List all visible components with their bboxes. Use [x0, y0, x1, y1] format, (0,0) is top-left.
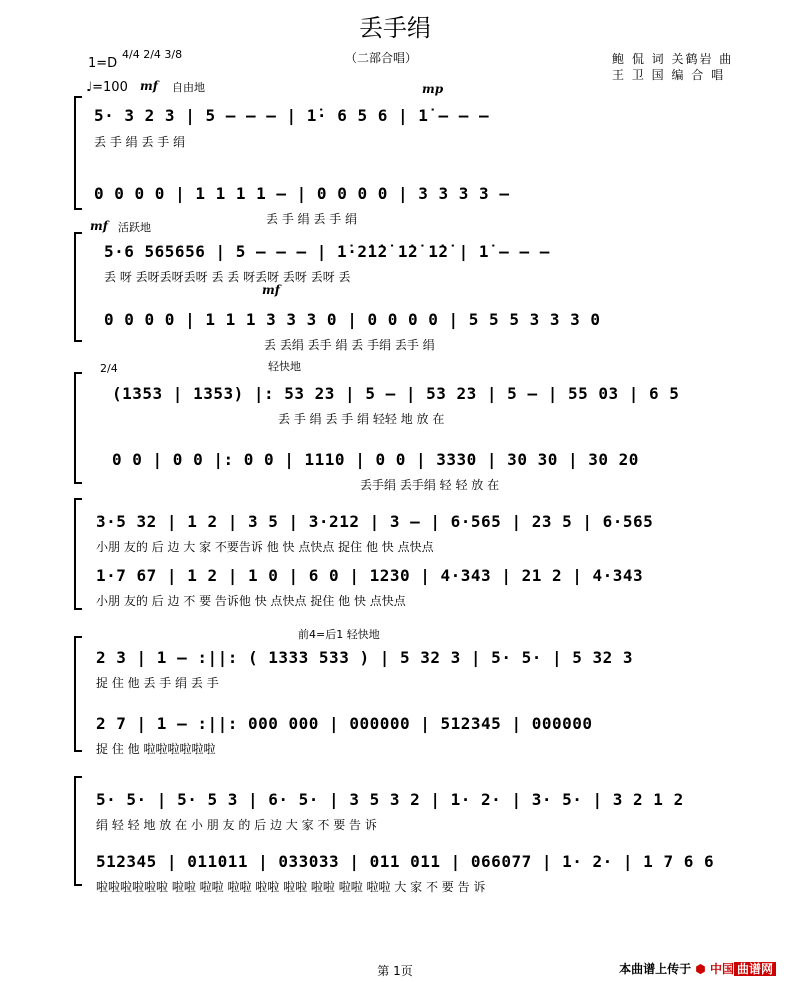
- system-bracket: [74, 372, 82, 484]
- system-4-upper-lyrics: 小朋 友的 后 边 大 家 不要告诉 他 快 点快点 捉住 他 快 点快点: [96, 540, 434, 554]
- system-2-upper-lyrics: 丢 呀 丢呀丢呀丢呀 丢 丢 呀丢呀 丢呀 丢呀 丢: [104, 270, 351, 284]
- system-2-lower-lyrics: 丢 丢绢 丢手 绢 丢 手绢 丢手 绢: [264, 338, 435, 352]
- expression-free: 自由地: [172, 81, 205, 94]
- page-title: 丢手绢: [359, 14, 431, 42]
- system-6-upper-notes: 5· 5· | 5· 5 3 | 6· 5· | 3 5 3 2 | 1· 2· | 3· 5· | 3 2 1 2: [96, 790, 684, 809]
- system-1-lower-notes: 0 0 0 0 | 1 1 1 1 – | 0 0 0 0 | 3 3 3 3 –: [94, 184, 510, 203]
- system-bracket: [74, 776, 82, 886]
- system-3-lower-lyrics: 丢手绢 丢手绢 轻 轻 放 在: [360, 478, 500, 492]
- system-bracket: [74, 636, 82, 752]
- site-name-1: 中国: [709, 962, 734, 976]
- credit-line-1: 鲍 侃 词 关鹤岩 曲: [612, 52, 734, 66]
- time-signature: 4/4 2/4 3/8: [122, 48, 183, 61]
- system-5-upper-lyrics: 捉 住 他 丢 手 绢 丢 手: [96, 676, 219, 690]
- site-name-2: 曲谱网: [734, 962, 776, 976]
- system-1-lower-lyrics: 丢 手 绢 丢 手 绢: [266, 212, 358, 226]
- dynamic-mf-2: mf: [90, 219, 108, 233]
- upload-label: 本曲谱上传于: [619, 962, 692, 976]
- expression-light: 轻快地: [268, 360, 301, 373]
- site-logo-icon: ⬢: [695, 962, 706, 976]
- system-6-lower-lyrics: 啦啦啦啦啦啦 啦啦 啦啦 啦啦 啦啦 啦啦 啦啦 啦啦 啦啦 大 家 不 要 告 诉: [96, 880, 486, 894]
- credit-line-2: 王 卫 国 编 合 唱: [612, 68, 726, 82]
- system-2-lower-notes: 0 0 0 0 | 1 1 1 3 3 3 0 | 0 0 0 0 | 5 5 5 3 3 3 0: [104, 310, 601, 329]
- dynamic-mf: mf: [140, 79, 158, 93]
- system-3-lower-notes: 0 0 | 0 0 |: 0 0 | 1110 | 0 0 | 3330 | 30 30 | 30 20: [112, 450, 639, 469]
- system-6-lower-notes: 512345 | 011011 | 033033 | 011 011 | 066077 | 1· 2· | 1 7 6 6: [96, 852, 715, 871]
- system-4-lower-notes: 1·7 67 | 1 2 | 1 0 | 6 0 | 1230 | 4·343 | 21 2 | 4·343: [96, 566, 644, 585]
- expression-light-tempo: 前4=后1 轻快地: [298, 628, 380, 641]
- dynamic-mp: mp: [422, 82, 444, 96]
- expression-two-four: 2/4: [100, 362, 118, 375]
- expression-lively: 活跃地: [118, 221, 151, 234]
- system-bracket: [74, 498, 82, 610]
- system-4-upper-notes: 3·5 32 | 1 2 | 3 5 | 3·212 | 3 – | 6·565 | 23 5 | 6·565: [96, 512, 654, 531]
- system-3-upper-notes: (1353 | 1353) |: 53 23 | 5 – | 53 23 | 5 – | 55 03 | 6 5: [112, 384, 680, 403]
- system-1-upper-notes: 5· 3 2 3 | 5 – – – | 1̇· 6 5 6 | 1̇ – – –: [94, 106, 490, 125]
- upload-credit: [619, 960, 776, 977]
- system-1-upper-lyrics: 丢 手 绢 丢 手 绢: [94, 135, 186, 149]
- system-bracket: [74, 232, 82, 342]
- system-5-lower-notes: 2 7 | 1 – :||: 000 000 | 000000 | 512345 | 000000: [96, 714, 593, 733]
- system-6-upper-lyrics: 绢 轻 轻 地 放 在 小 朋 友 的 后 边 大 家 不 要 告 诉: [96, 818, 377, 832]
- system-4-lower-lyrics: 小朋 友的 后 边 不 要 告诉他 快 点快点 捉住 他 快 点快点: [96, 594, 406, 608]
- system-2-upper-notes: 5·6 565656 | 5 – – – | 1̇·2̇1̇2̇ 1̇2̇ 1̇2̇ | 1̇ – – –: [104, 242, 550, 261]
- dynamic-mf-3: mf: [262, 283, 280, 297]
- key-signature: 1=D: [88, 56, 118, 71]
- system-3-upper-lyrics: 丢 手 绢 丢 手 绢 轻轻 地 放 在: [278, 412, 445, 426]
- system-5-upper-notes: 2 3 | 1 – :||: ( 1333 533 ) | 5 32 3 | 5· 5· | 5 32 3: [96, 648, 634, 667]
- system-5-lower-lyrics: 捉 住 他 啦啦啦啦啦啦: [96, 742, 216, 756]
- tempo-mark: ♩=100: [86, 80, 128, 95]
- page-number: 第 1页: [377, 964, 413, 978]
- system-bracket: [74, 96, 82, 210]
- subtitle: （二部合唱）: [345, 51, 418, 65]
